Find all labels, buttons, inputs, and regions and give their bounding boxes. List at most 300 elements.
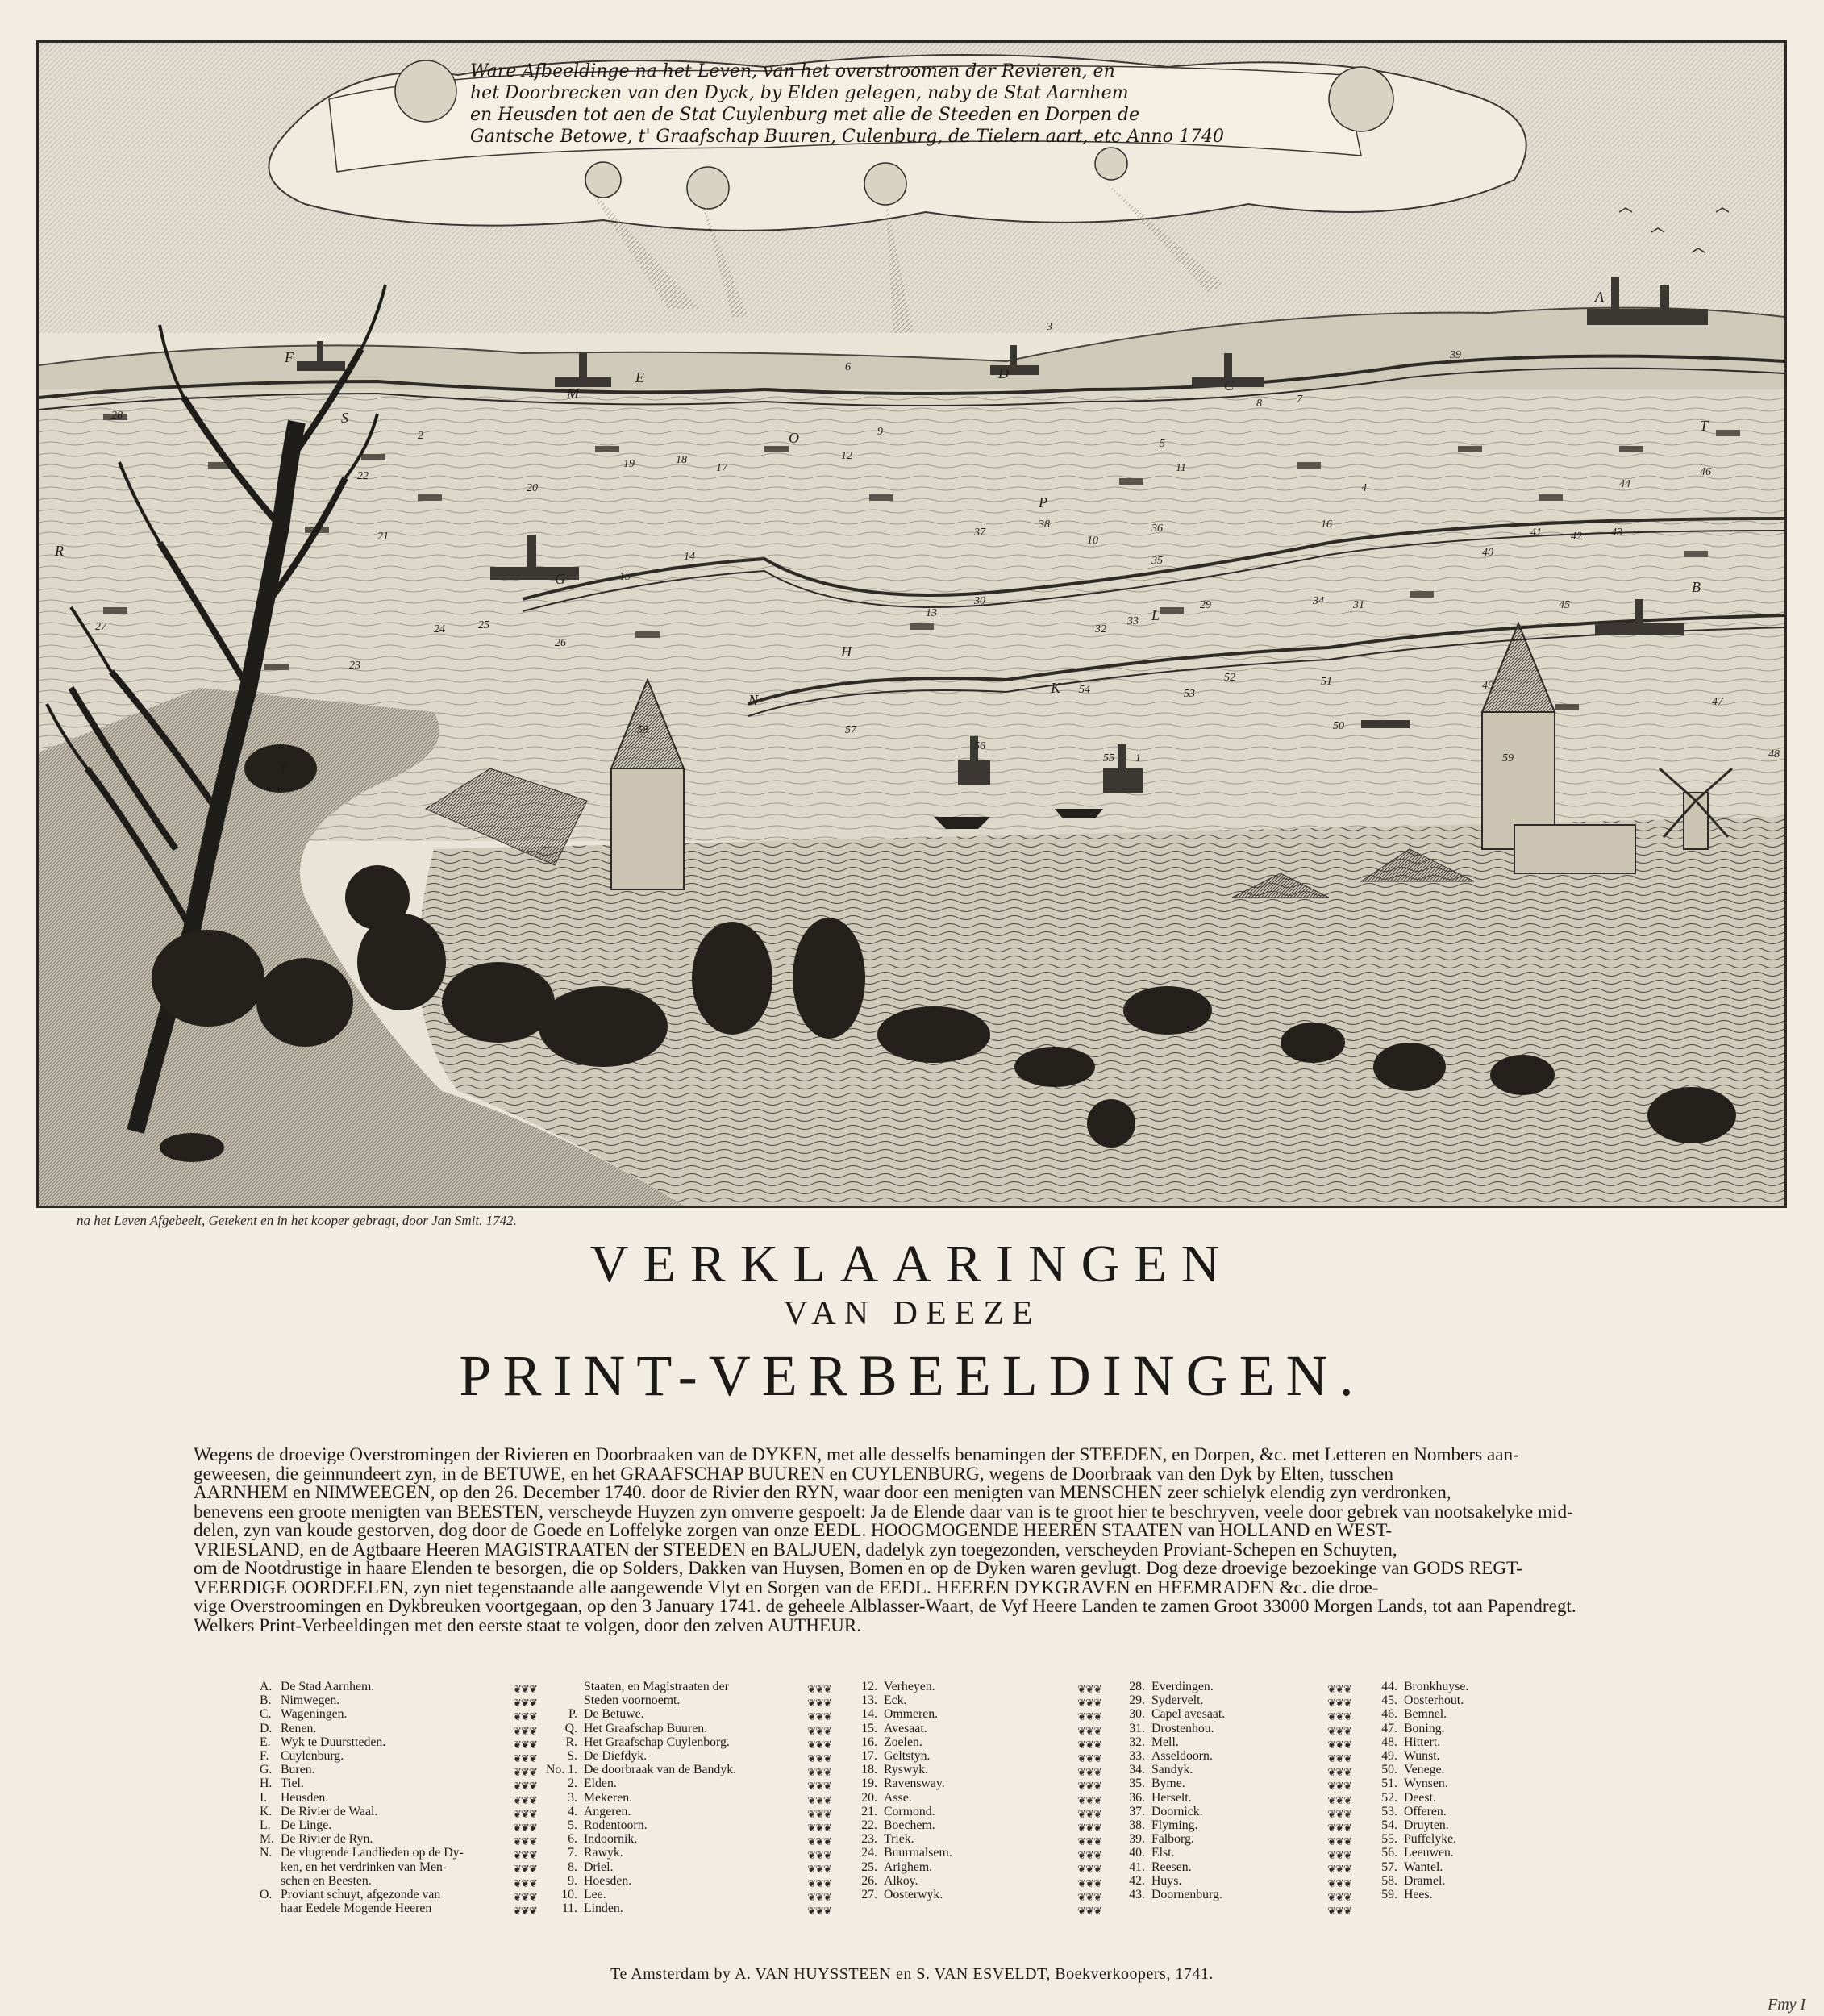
fleuron-ornament: ❦❦❦ [1327,1752,1351,1764]
map-key-label: 24 [434,623,445,635]
map-key-label: 27 [95,621,106,633]
fleuron-ornament: ❦❦❦ [1077,1780,1101,1793]
map-key-label: 51 [1321,676,1332,688]
fleuron-ornament: ❦❦❦ [513,1766,537,1779]
paragraph-line: delen, zyn van koude gestorven, dog door de Goede en Loffelyke zorgen van onze EEDL. HOOGMOGENDE HEEREN STAATEN van HOLLAND en WEST- [194,1520,1393,1541]
ornament-column-1 [508,1683,542,1918]
legend-column-1 [260,1680,464,1915]
paragraph-line: AARNHEM en NIMWEEGEN, op den 26. December 1740. door de Rivier den RYN, waar door een menigten van MENSCHEN zeer schielyk elendig zyn verdronken, [194,1482,1451,1503]
legend-entry [545,1722,736,1735]
legend-value: De Rivier de Waal. [281,1804,378,1818]
legend-entry [1113,1832,1225,1846]
ornament-column-4 [1322,1683,1356,1918]
map-key-label: 32 [1095,623,1106,635]
paragraph-line: Welkers Print-Verbeeldingen met den eerste staat te volgen, door den zelven AUTHEUR. [194,1614,862,1636]
legend-entry [260,1735,464,1749]
fleuron-ornament: ❦❦❦ [1327,1710,1351,1723]
legend-entry [260,1763,464,1776]
legend-value: Tiel. [281,1776,304,1791]
legend-key: 52. [1381,1790,1397,1805]
fleuron-ornament: ❦❦❦ [1077,1683,1101,1695]
fleuron-ornament: ❦❦❦ [1077,1752,1101,1764]
legend-entry [845,1776,952,1790]
legend-key: 40. [1129,1846,1145,1860]
fleuron-ornament: ❦❦❦ [513,1876,537,1889]
map-key-label: 31 [1353,599,1364,611]
fleuron-ornament: ❦❦❦ [807,1780,831,1793]
legend-entry [1365,1888,1468,1901]
legend-value: De doorbraak van de Bandyk. [584,1763,737,1777]
legend-entry [545,1791,736,1805]
legend-key: 50. [1381,1763,1397,1777]
legend-value: Reesen. [1151,1860,1192,1874]
fleuron-ornament: ❦❦❦ [513,1863,537,1876]
map-key-label: 11 [1176,462,1186,474]
map-key-label: 50 [1333,720,1344,732]
map-key-label: R [55,543,64,559]
legend-entry [545,1846,736,1860]
map-key-label: 46 [1700,466,1711,478]
legend-entry [1365,1763,1468,1776]
legend-value: Staaten, en Magistraaten der [584,1680,729,1693]
fleuron-ornament: ❦❦❦ [807,1697,831,1710]
legend-key: 42. [1129,1873,1145,1888]
fleuron-ornament: ❦❦❦ [1077,1697,1101,1710]
legend-key: S. [567,1749,577,1764]
legend-value: haar Eedele Mogende Heeren [281,1901,432,1916]
legend-entry [845,1846,952,1860]
ornament-column-2 [802,1683,836,1918]
map-key-label: A [1595,289,1604,305]
legend-key: 54. [1381,1818,1397,1833]
legend-value: Mell. [1151,1735,1179,1749]
flood-engraving [39,43,1784,1206]
map-key-label: K [1051,680,1061,696]
map-key-label: 25 [478,619,489,631]
legend-value: Mekeren. [584,1790,633,1805]
legend-key: 48. [1381,1735,1397,1749]
map-key-label: 56 [974,740,985,752]
legend-key: No. 1. [545,1763,577,1777]
map-key-label: 34 [1313,595,1324,607]
legend-entry [1365,1735,1468,1749]
legend-entry [1113,1763,1225,1776]
legend-entry [260,1888,464,1901]
legend-key [260,1874,281,1888]
legend-key: 18. [861,1763,877,1777]
legend-value: De Stad Aarnhem. [281,1680,375,1693]
legend-key: O. [260,1888,273,1902]
legend-value: Verheyen. [884,1680,935,1693]
paragraph-line: Wegens de droevige Overstromingen der Rivieren en Doorbraaken van de DYKEN, met alle desselfs benamingen der STEEDEN, en Dorpen, &c. met Letteren en Nombers aan- [194,1444,1519,1465]
legend-key [545,1680,584,1693]
legend-entry [260,1749,464,1763]
legend-entry [1365,1818,1468,1832]
legend-entry [1113,1680,1225,1693]
legend-key: 45. [1381,1693,1397,1708]
legend-key: Q. [564,1721,577,1735]
map-key-label: O [789,430,799,446]
legend-value: Drostenhou. [1151,1721,1214,1735]
legend-entry [1365,1805,1468,1818]
legend-key: 53. [1381,1804,1397,1818]
legend-entry [845,1805,952,1818]
legend-key: 4. [568,1804,577,1818]
legend-value: De vlugtende Landlieden op de Dy- [281,1846,464,1860]
fleuron-ornament: ❦❦❦ [1077,1863,1101,1876]
legend-value: schen en Beesten. [281,1873,372,1888]
legend-value: Flyming. [1151,1818,1198,1833]
map-key-label: 4 [1361,482,1367,494]
map-key-label: 6 [845,361,851,373]
legend-value: Doornenburg. [1151,1888,1222,1902]
fleuron-ornament: ❦❦❦ [807,1807,831,1820]
fleuron-ornament: ❦❦❦ [1077,1905,1101,1917]
fleuron-ornament: ❦❦❦ [513,1821,537,1834]
legend-value: Bronkhuyse. [1404,1680,1469,1693]
legend-entry [260,1846,464,1860]
legend-value: Buurmalsem. [884,1846,952,1860]
fleuron-ornament: ❦❦❦ [1327,1724,1351,1737]
legend-key: 56. [1381,1846,1397,1860]
fleuron-ornament: ❦❦❦ [1077,1807,1101,1820]
legend-key: 19. [861,1776,877,1791]
legend-entry [545,1735,736,1749]
fleuron-ornament: ❦❦❦ [1327,1863,1351,1876]
legend-key: 39. [1129,1832,1145,1847]
map-key-label: M [567,385,579,402]
legend-entry [1113,1776,1225,1790]
legend-entry [260,1805,464,1818]
fleuron-ornament: ❦❦❦ [513,1807,537,1820]
legend-value: Asseldoorn. [1151,1749,1213,1764]
legend-key: 9. [568,1873,577,1888]
legend-value: Sydervelt. [1151,1693,1204,1708]
legend-value: Cormond. [884,1804,935,1818]
legend-value: Triek. [884,1832,914,1847]
fleuron-ornament: ❦❦❦ [1077,1849,1101,1862]
legend-key: 2. [568,1776,577,1791]
legend-entry [1365,1693,1468,1707]
map-key-label: 17 [716,462,727,474]
legend-value: Druyten. [1404,1818,1449,1833]
legend-key: G. [260,1763,273,1777]
legend-entry [545,1776,736,1790]
legend-value: Het Graafschap Buuren. [584,1721,708,1735]
explanatory-paragraph [194,1446,1637,1635]
legend-entry [1365,1832,1468,1846]
legend-entry [845,1818,952,1832]
legend-value: Avesaat. [884,1721,927,1735]
legend-entry [260,1901,464,1915]
map-key-label: 21 [377,531,389,543]
legend-entry [845,1680,952,1693]
fleuron-ornament: ❦❦❦ [1327,1683,1351,1695]
legend-entry [1365,1722,1468,1735]
legend-value: Driel. [584,1860,614,1874]
legend-entry [260,1818,464,1832]
legend-entry [845,1874,952,1888]
fleuron-ornament: ❦❦❦ [1327,1738,1351,1751]
legend-value: Geltstyn. [884,1749,931,1764]
map-key-label: L [1151,607,1160,623]
legend-value: De Diefdyk. [584,1749,648,1764]
map-key-label: 30 [974,595,985,607]
fleuron-ornament: ❦❦❦ [1327,1835,1351,1848]
fleuron-ornament: ❦❦❦ [1327,1766,1351,1779]
fleuron-ornament: ❦❦❦ [1327,1821,1351,1834]
legend-key: 44. [1381,1680,1397,1693]
legend-entry [545,1749,736,1763]
legend-value: Wunst. [1404,1749,1440,1764]
fleuron-ornament: ❦❦❦ [1077,1766,1101,1779]
cartouche-inscription [470,60,1373,148]
legend-key: 49. [1381,1749,1397,1764]
legend-key: L. [260,1818,271,1833]
title-line-3: PRINT-VERBEELDINGEN. [459,1343,1365,1408]
legend-entry [1365,1874,1468,1888]
legend-key: 47. [1381,1721,1397,1735]
legend-key: 38. [1129,1818,1145,1833]
legend-entry [845,1722,952,1735]
legend-entry [545,1874,736,1888]
legend-entry [1365,1707,1468,1721]
legend-key [260,1901,281,1915]
legend-entry [1113,1846,1225,1860]
legend-value: Elst. [1151,1846,1175,1860]
map-key-label: 40 [1482,547,1493,559]
legend-entry [260,1707,464,1721]
legend-value: Proviant schuyt, afgezonde van [281,1888,441,1902]
fleuron-ornament: ❦❦❦ [807,1835,831,1848]
legend-entry [545,1805,736,1818]
fleuron-ornament: ❦❦❦ [513,1724,537,1737]
fleuron-ornament: ❦❦❦ [807,1905,831,1917]
legend-key: 13. [861,1693,877,1708]
legend-value: Ryswyk. [884,1763,929,1777]
fleuron-ornament: ❦❦❦ [1077,1890,1101,1903]
legend-key: 43. [1129,1888,1145,1902]
fleuron-ornament: ❦❦❦ [1327,1876,1351,1889]
fleuron-ornament: ❦❦❦ [807,1876,831,1889]
fleuron-ornament: ❦❦❦ [513,1752,537,1764]
legend-key: A. [260,1680,273,1693]
map-key-label: N [748,692,759,708]
legend-key: P. [568,1707,577,1722]
fleuron-ornament: ❦❦❦ [807,1683,831,1695]
fleuron-ornament: ❦❦❦ [1077,1876,1101,1889]
map-key-label: 2 [418,430,423,442]
legend-entry [545,1693,736,1707]
map-key-label: 35 [1151,555,1163,567]
legend-entry [1365,1791,1468,1805]
paragraph-line: geweesen, die geinnundeert zyn, in de BETUWE, en het GRAAFSCHAP BUUREN en CUYLENBURG, wegens de Doorbraak van den Dyk by Elten, tusschen [194,1463,1394,1485]
map-key-label: 54 [1079,684,1090,696]
fleuron-ornament: ❦❦❦ [513,1905,537,1917]
legend-entry [845,1888,952,1901]
legend-entry [845,1707,952,1721]
paragraph-line: VEERDIGE OORDEELEN, zyn niet tegenstaande alle aangewende Vlyt en Sorgen van de EEDL. HEEREN DYKGRAVEN en HEEMRADEN &c. die droe- [194,1577,1379,1598]
publisher-imprint: Te Amsterdam by A. VAN HUYSSTEEN en S. VAN ESVELDT, Boekverkoopers, 1741. [610,1965,1214,1983]
fleuron-ornament: ❦❦❦ [807,1766,831,1779]
legend-key: C. [260,1707,272,1722]
legend-entry [1365,1680,1468,1693]
fleuron-ornament: ❦❦❦ [807,1752,831,1764]
legend-value: Bemnel. [1404,1707,1447,1722]
legend-key [260,1860,281,1874]
legend-value: Sandyk. [1151,1763,1193,1777]
legend-value: Boning. [1404,1721,1445,1735]
legend-entry [845,1832,952,1846]
fleuron-ornament: ❦❦❦ [1327,1807,1351,1820]
fleuron-ornament: ❦❦❦ [1077,1738,1101,1751]
map-key-label: B [1692,579,1701,595]
legend-column-2 [545,1680,736,1915]
fleuron-ornament: ❦❦❦ [807,1724,831,1737]
engraved-plate [36,40,1787,1208]
legend-value: Herselt. [1151,1790,1192,1805]
fleuron-ornament: ❦❦❦ [513,1890,537,1903]
legend-value: Indoornik. [584,1832,638,1847]
map-key-label: 53 [1184,688,1195,700]
legend-entry [545,1707,736,1721]
legend-value: Alkoy. [884,1873,918,1888]
legend-entry [1113,1749,1225,1763]
map-key-label: 33 [1127,615,1139,627]
legend-key: 23. [861,1832,877,1847]
legend-value: De Linge. [281,1818,332,1833]
map-key-label: 3 [1047,321,1052,333]
map-key-label: 18 [676,454,687,466]
map-key-label: H [841,644,852,660]
map-key-label: 7 [1297,394,1302,406]
legend-value: Offeren. [1404,1804,1447,1818]
title-line-2: VAN DEEZE [783,1295,1041,1332]
map-key-label: 1 [1135,752,1141,764]
fleuron-ornament: ❦❦❦ [1327,1793,1351,1806]
legend-entry [260,1860,464,1874]
title-line-1: VERKLAARINGEN [589,1235,1235,1293]
fleuron-ornament: ❦❦❦ [1077,1821,1101,1834]
fleuron-ornament: ❦❦❦ [1327,1697,1351,1710]
legend-value: Hittert. [1404,1735,1441,1749]
map-key-label: 39 [1450,349,1461,361]
fleuron-ornament: ❦❦❦ [513,1849,537,1862]
legend-entry [545,1763,736,1776]
legend-key: F. [260,1749,269,1764]
legend-value: Venege. [1404,1763,1445,1777]
legend-value: De Rivier de Ryn. [281,1832,373,1847]
legend-key: I. [260,1790,268,1805]
map-key-label: 26 [555,637,566,649]
legend-entry [260,1680,464,1693]
cartouche-line: Gantsche Betowe, t' Graafschap Buuren, Culenburg, de Tielern aart, etc Anno 1740 [470,127,1224,147]
legend-value: Wynsen. [1404,1776,1448,1791]
map-key-label: 36 [1151,523,1163,535]
map-key-label: 13 [926,607,937,619]
legend-key: 26. [861,1873,877,1888]
paragraph-line: om de Nootdrustige in haare Elenden te besorgen, die op Solders, Dakken van Huysen, Bomen en op de Dyken waren gevlugt. Dog deze droevige bezoekinge van GODS REGT- [194,1558,1522,1579]
map-key-label: 48 [1768,748,1780,760]
fleuron-ornament: ❦❦❦ [1327,1780,1351,1793]
fleuron-ornament: ❦❦❦ [807,1849,831,1862]
legend-key: 28. [1129,1680,1145,1693]
engraver-signature: na het Leven Afgebeelt, Getekent en in het kooper gebragt, door Jan Smit. 1742. [77,1213,517,1228]
legend-value: Capel avesaat. [1151,1707,1226,1722]
legend-key: 35. [1129,1776,1145,1791]
paragraph-line: benevens een groote menigten van BEESTEN, verscheyde Huyzen zyn omverre gespoelt: Ja de Elende daar van is te groot hier te beschryven, veele door gebrek van nootsakelyke mid- [194,1501,1573,1522]
legend-key: 3. [568,1790,577,1805]
legend-value: Everdingen. [1151,1680,1214,1693]
map-key-label: 16 [1321,519,1332,531]
legend-key: 10. [561,1888,577,1902]
legend-entry [1365,1749,1468,1763]
map-key-label: 28 [111,410,123,422]
legend-key: 34. [1129,1763,1145,1777]
legend-key: 57. [1381,1860,1397,1874]
legend-value: Cuylenburg. [281,1749,344,1764]
legend-value: Asse. [884,1790,912,1805]
fleuron-ornament: ❦❦❦ [1077,1710,1101,1723]
legend-entry [1113,1805,1225,1818]
legend-entry [260,1722,464,1735]
legend-entry [545,1832,736,1846]
legend-value: Ravensway. [884,1776,945,1791]
legend-entry [845,1749,952,1763]
paragraph-line: vige Overstroomingen en Dykbreuken voortgegaan, op den 3 January 1741. de geheele Alblasser-Waart, de Vyf Heere Landen te zamen Groot 33000 Morgen Lands, tot aan Papendregt. [194,1596,1576,1617]
map-key-label: C [1224,377,1235,394]
map-key-label: 47 [1712,696,1723,708]
legend-entry [260,1874,464,1888]
legend-value: Hoesden. [584,1873,632,1888]
legend-key: 8. [568,1860,577,1874]
legend-key: 14. [861,1707,877,1722]
map-key-label: 9 [877,426,883,438]
legend-key: M. [260,1832,274,1847]
legend-entry [845,1735,952,1749]
legend-key: 32. [1129,1735,1145,1749]
legend-entry [1113,1818,1225,1832]
map-key-label: 15 [619,571,631,583]
legend-entry [260,1791,464,1805]
legend-value: Arighem. [884,1860,933,1874]
legend-value: Nimwegen. [281,1693,340,1708]
legend-key: 7. [568,1846,577,1860]
legend-entry [1113,1874,1225,1888]
map-key-label: 19 [623,458,635,470]
legend-value: Doornick. [1151,1804,1203,1818]
legend-value: Lee. [584,1888,606,1902]
map-key-label: 43 [1611,527,1622,539]
legend-value: Heusden. [281,1790,329,1805]
legend-entry [1365,1860,1468,1874]
legend-entry [1113,1735,1225,1749]
legend-entry [1113,1791,1225,1805]
legend-entry [545,1818,736,1832]
legend-value: Elden. [584,1776,617,1791]
legend-entry [545,1888,736,1901]
legend-entry [1113,1888,1225,1901]
legend-key: 16. [861,1735,877,1749]
legend-column-5 [1365,1680,1468,1901]
legend-key: 27. [861,1888,877,1902]
legend-value: Deest. [1404,1790,1436,1805]
legend-key: 30. [1129,1707,1145,1722]
legend-value: Byme. [1151,1776,1185,1791]
legend-value: Rawyk. [584,1846,623,1860]
legend-key: 12. [861,1680,877,1693]
legend-entry [1113,1860,1225,1874]
